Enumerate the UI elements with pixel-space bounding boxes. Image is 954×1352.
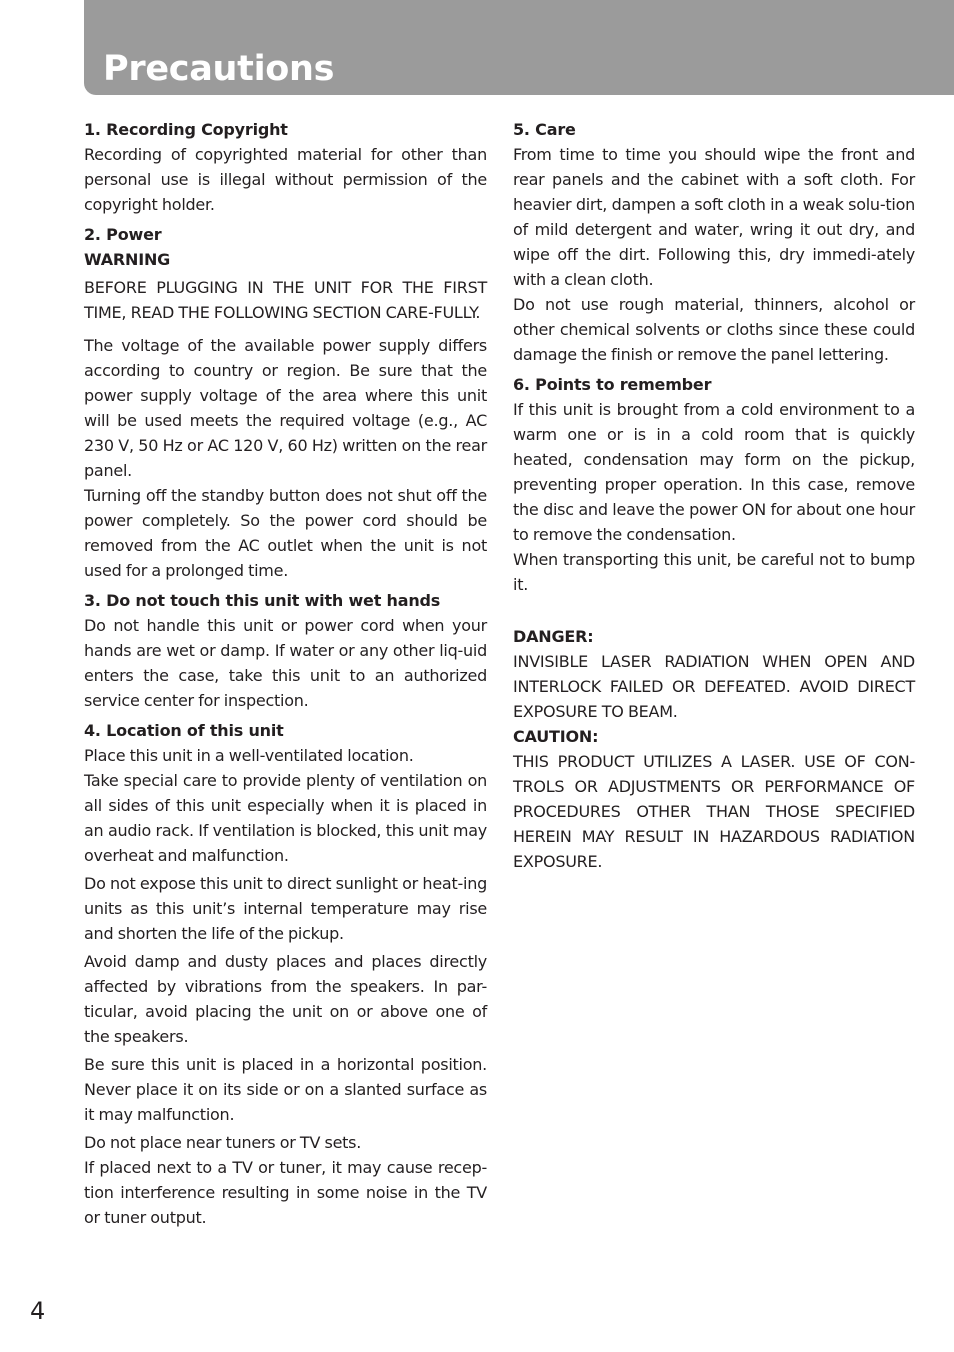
section-care <box>513 117 915 367</box>
danger-label: DANGER: <box>513 627 594 646</box>
warning-text: BEFORE PLUGGING IN THE UNIT FOR THE FIRST TIME, READ THE FOLLOWING SECTION CARE-FULLY. <box>84 278 487 322</box>
paragraph: Do not place near tuners or TV sets. <box>84 1133 362 1152</box>
paragraph: Be sure this unit is placed in a horizontal position. Never place it on its side or on a slanted surface as it may malfunction. <box>84 1055 487 1124</box>
paragraph: Turning off the standby button does not shut off the power completely. So the power cord should be removed from the AC outlet when the unit is not used for a prolonged time. <box>84 486 487 580</box>
paragraph: Do not expose this unit to direct sunlight or heat-ing units as this unit’s internal temperature may rise and shorten the life of the pickup. <box>84 874 487 943</box>
paragraph: If this unit is brought from a cold environment to a warm one or is in a cold room that is quickly heated, condensation may form on the pickup, preventing proper operation. In this case, remove the disc and leave the power ON for about one hour to remove the condensation. <box>513 400 915 544</box>
page-number: 4 <box>30 1297 46 1325</box>
section-power <box>84 222 487 583</box>
header-bar <box>84 0 954 95</box>
section-recording-copyright <box>84 117 487 217</box>
paragraph: Do not use rough material, thinners, alcohol or other chemical solvents or cloths since these could damage the finish or remove the panel lettering. <box>513 295 915 364</box>
page-title: Precautions <box>103 49 335 89</box>
danger-notice <box>513 624 915 724</box>
paragraph: Place this unit in a well-ventilated location. <box>84 746 414 765</box>
spacer <box>513 602 915 624</box>
paragraph: The voltage of the available power supply differs according to country or region. Be sure that the power supply voltage of the area where this unit will be used meets the required voltage (e.g., AC 230 V, 50 Hz or AC 120 V, 60 Hz) written on the rear panel. <box>84 336 487 480</box>
paragraph: If placed next to a TV or tuner, it may cause recep-tion interference resulting in some noise in the TV or tuner output. <box>84 1158 487 1227</box>
right-column <box>513 117 915 874</box>
section-heading: 2. Power <box>84 225 162 244</box>
paragraph: When transporting this unit, be careful not to bump it. <box>513 550 915 594</box>
section-wet-hands <box>84 588 487 713</box>
caution-label: CAUTION: <box>513 727 599 746</box>
section-location <box>84 718 487 1230</box>
paragraph: Take special care to provide plenty of ventilation on all sides of this unit especially when it is placed in an audio rack. If ventilation is blocked, this unit may overheat and malfunction. <box>84 771 487 865</box>
section-heading: 1. Recording Copyright <box>84 120 288 139</box>
caution-text: THIS PRODUCT UTILIZES A LASER. USE OF CON-TROLS OR ADJUSTMENTS OR PERFORMANCE OF PROCEDURES OTHER THAN THOSE SPECIFIED HEREIN MAY RESULT IN HAZARDOUS RADIATION EXPOSURE. <box>513 752 915 871</box>
paragraph: Do not handle this unit or power cord when your hands are wet or damp. If water or any other liq-uid enters the case, take this unit to an authorized service center for inspection. <box>84 616 487 710</box>
paragraph: From time to time you should wipe the front and rear panels and the cabinet with a soft cloth. For heavier dirt, dampen a soft cloth in a weak solu-tion of mild detergent and water, wring it out dry, and wipe off the dirt. Following this, dry immedi-ately with a clean cloth. <box>513 145 915 289</box>
left-column <box>84 117 487 1235</box>
caution-notice <box>513 724 915 874</box>
section-heading: 6. Points to remember <box>513 375 712 394</box>
warning-label: WARNING <box>84 250 171 269</box>
section-heading: 5. Care <box>513 120 576 139</box>
section-heading: 3. Do not touch this unit with wet hands <box>84 591 441 610</box>
danger-text: INVISIBLE LASER RADIATION WHEN OPEN AND INTERLOCK FAILED OR DEFEATED. AVOID DIRECT EXPOSURE TO BEAM. <box>513 652 915 721</box>
section-points-to-remember <box>513 372 915 597</box>
section-heading: 4. Location of this unit <box>84 721 284 740</box>
paragraph: Avoid damp and dusty places and places directly affected by vibrations from the speakers. In par-ticular, avoid placing the unit on or above one of the speakers. <box>84 952 487 1046</box>
paragraph: Recording of copyrighted material for other than personal use is illegal without permission of the copyright holder. <box>84 145 487 214</box>
